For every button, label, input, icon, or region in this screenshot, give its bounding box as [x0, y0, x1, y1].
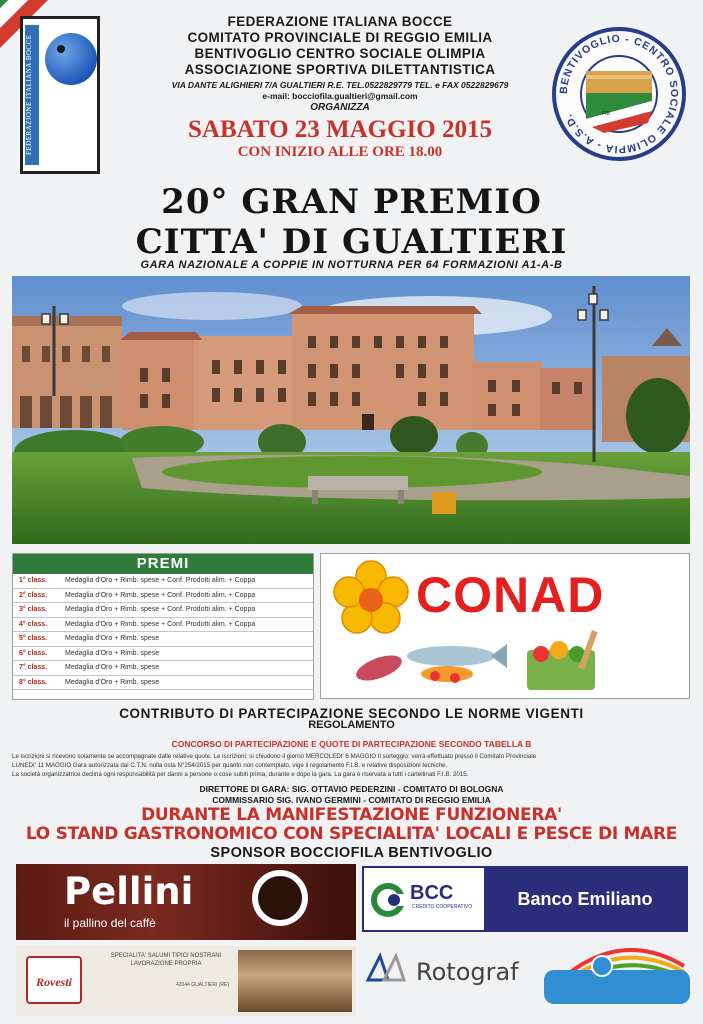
prize-description: Medaglia d'Oro + Rimb. spese: [65, 664, 160, 671]
rovesti-specialty: SPECIALITA' SALUMI TIPICI NOSTRANI LAVORAZIONE PROPRIA: [110, 953, 222, 967]
rotograf-sponsor: [362, 936, 542, 1006]
prize-description: Medaglia d'Oro + Rimb. spese: [65, 678, 160, 686]
race-director: DIRETTORE DI GARA: SIG. OTTAVIO PEDERZINI - COMITATO DI BOLOGNA: [199, 784, 504, 794]
prize-class: 3° class.: [19, 606, 48, 613]
header: [110, 14, 570, 160]
prize-row: [13, 574, 313, 589]
event-subtitle: GARA NAZIONALE A COPPIE IN NOTTURNA PER 64 FORMAZIONI A1-A-B: [140, 259, 563, 271]
bcc-subtitle: CREDITO COOPERATIVO: [412, 904, 473, 910]
commissioner: COMMISSARIO SIG. IVANO GERMINI - COMITATO DI REGGIO EMILIA: [212, 795, 491, 805]
event-date: SABATO 23 MAGGIO 2015: [188, 116, 492, 143]
address: VIA DANTE ALIGHIERI 7/A GUALTIERI R.E. TEL.0522829779 TEL. e FAX 0522829679: [171, 80, 509, 90]
rotograf-mark-icon: [366, 952, 412, 982]
palace-photo-graphic: [12, 276, 690, 544]
rovesti-address: 42044 GUALTIERI (RE): [176, 982, 229, 988]
food-products-graphic: [351, 628, 601, 698]
prizes-table: [12, 553, 314, 700]
prize-row: [13, 589, 313, 604]
prize-class: 8° class.: [19, 678, 48, 686]
food-stand-notice: [0, 806, 703, 844]
federation-name: FEDERAZIONE ITALIANA BOCCE: [227, 14, 453, 29]
prize-class: 2° class.: [19, 591, 48, 599]
stamp-fib-text: FIB: [602, 111, 610, 117]
rovesti-logo: Rovesti: [26, 956, 82, 1004]
committee-name: COMITATO PROVINCIALE DI REGGIO EMILIA: [187, 30, 493, 45]
association-name: ASSOCIAZIONE SPORTIVA DILETTANTISTICA: [184, 62, 496, 77]
prize-description: Medaglia d'Oro + Rimb. spese + Conf. Prodotti alim. + Coppa: [65, 606, 256, 613]
prize-class: 1° class.: [19, 577, 48, 584]
pellini-sponsor: [16, 864, 356, 940]
conad-brand: CONAD: [416, 567, 605, 623]
prize-row: [13, 647, 313, 662]
event-title-line1: 20° GRAN PREMIO: [161, 182, 542, 222]
prize-row: [13, 661, 313, 676]
stamp-graphic: [552, 27, 686, 161]
coffee-cup-icon: [252, 870, 308, 926]
club-stamp-logo: [552, 27, 686, 161]
rules-paragraph-2: LUNEDI' 11 MAGGIO Gara autorizzata dal C.T.N. nulla osta N°254/2015 per quanto non contemplato, vige il regolamento F.I.B. e relative disposizioni tecniche.: [12, 762, 448, 769]
prize-class: 4° class.: [19, 620, 48, 628]
prizes-header: PREMI: [13, 554, 313, 574]
food-stand-line1: DURANTE LA MANIFESTAZIONE FUNZIONERA': [141, 805, 562, 825]
email: e-mail: bocciofila.gualtieri@gmail.com: [262, 91, 418, 101]
sponsor-heading: SPONSOR BOCCIOFILA BENTIVOGLIO: [210, 845, 493, 861]
banco-emiliano: Banco Emiliano: [484, 868, 686, 930]
event-title-line2: CITTA' DI GUALTIERI: [135, 222, 568, 262]
bcc-name: BCC: [410, 882, 454, 904]
bcc-sponsor: [362, 866, 688, 932]
prize-class: 6° class.: [19, 649, 48, 657]
fib-logo: [20, 16, 100, 174]
stamp-ring-text: BENTIVOGLIO - CENTRO SOCIALE OLIMPIA - A.S.D.: [557, 32, 681, 156]
prize-description: Medaglia d'Oro + Rimb. spese: [65, 649, 160, 657]
contribution-text: CONTRIBUTO DI PARTECIPAZIONE SECONDO LE NORME VIGENTI: [119, 706, 584, 721]
participation-text: CONCORSO DI PARTECIPAZIONE E QUOTE DI PARTECIPAZIONE SECONDO TABELLA B: [171, 739, 532, 749]
prize-row: [13, 676, 313, 691]
rovesti-sponsor: [16, 946, 356, 1016]
bcc-icon: [370, 880, 410, 920]
prize-description: Medaglia d'Oro + Rimb. spese: [65, 635, 160, 642]
prize-description: Medaglia d'Oro + Rimb. spese + Conf. Prodotti alim. + Coppa: [65, 591, 256, 599]
pellini-brand: Pellini: [64, 870, 194, 913]
prize-row: [13, 632, 313, 647]
prize-description: Medaglia d'Oro + Rimb. spese + Conf. Prodotti alim. + Coppa: [65, 620, 256, 628]
shop-photo: [238, 950, 352, 1012]
officials: [0, 784, 703, 806]
fib-logo-text: FEDERAZIONE ITALIANA BOCCE: [25, 25, 39, 165]
rules-paragraph-3: La società organizzatrice declina ogni responsabilità per danni a persone o cose subiti prima, durante e dopo la gara. La gara è riservata a tutti i cartellinati F.I.B. 2015.: [12, 771, 469, 778]
food-stand-line2: LO STAND GASTRONOMICO CON SPECIALITA' LOCALI E PESCE DI MARE: [25, 824, 678, 844]
prize-row: [13, 603, 313, 618]
rules-paragraph-1: Le iscrizioni si ricevono solamente se accompagnate dalle relative quote. Le iscrizioni: si chiudono il giorno MERCOLEDI' 6 MAGGIO Il sorteggio: verrà effettuato presso il Comitato Provinciale: [12, 753, 537, 760]
pellini-tagline: il pallino del caffè: [64, 916, 156, 930]
rainbow-sponsor-logo: [544, 936, 690, 1004]
palace-photo: [12, 276, 690, 544]
conad-sponsor: [320, 553, 690, 699]
prize-row: [13, 618, 313, 633]
event-time: CON INIZIO ALLE ORE 18.00: [237, 144, 443, 160]
bcc-logo: [364, 868, 484, 930]
organizza-label: ORGANIZZA: [310, 102, 370, 113]
prize-class: 7° class.: [19, 664, 48, 671]
bocce-ball-icon: [45, 33, 97, 85]
rotograf-name: Rotograf: [416, 958, 519, 986]
prize-class: 5° class.: [19, 635, 48, 642]
club-name: BENTIVOGLIO CENTRO SOCIALE OLIMPIA: [194, 46, 486, 61]
prize-description: Medaglia d'Oro + Rimb. spese + Conf. Prodotti alim. + Coppa: [65, 577, 256, 584]
rules-heading: REGOLAMENTO: [308, 719, 395, 731]
